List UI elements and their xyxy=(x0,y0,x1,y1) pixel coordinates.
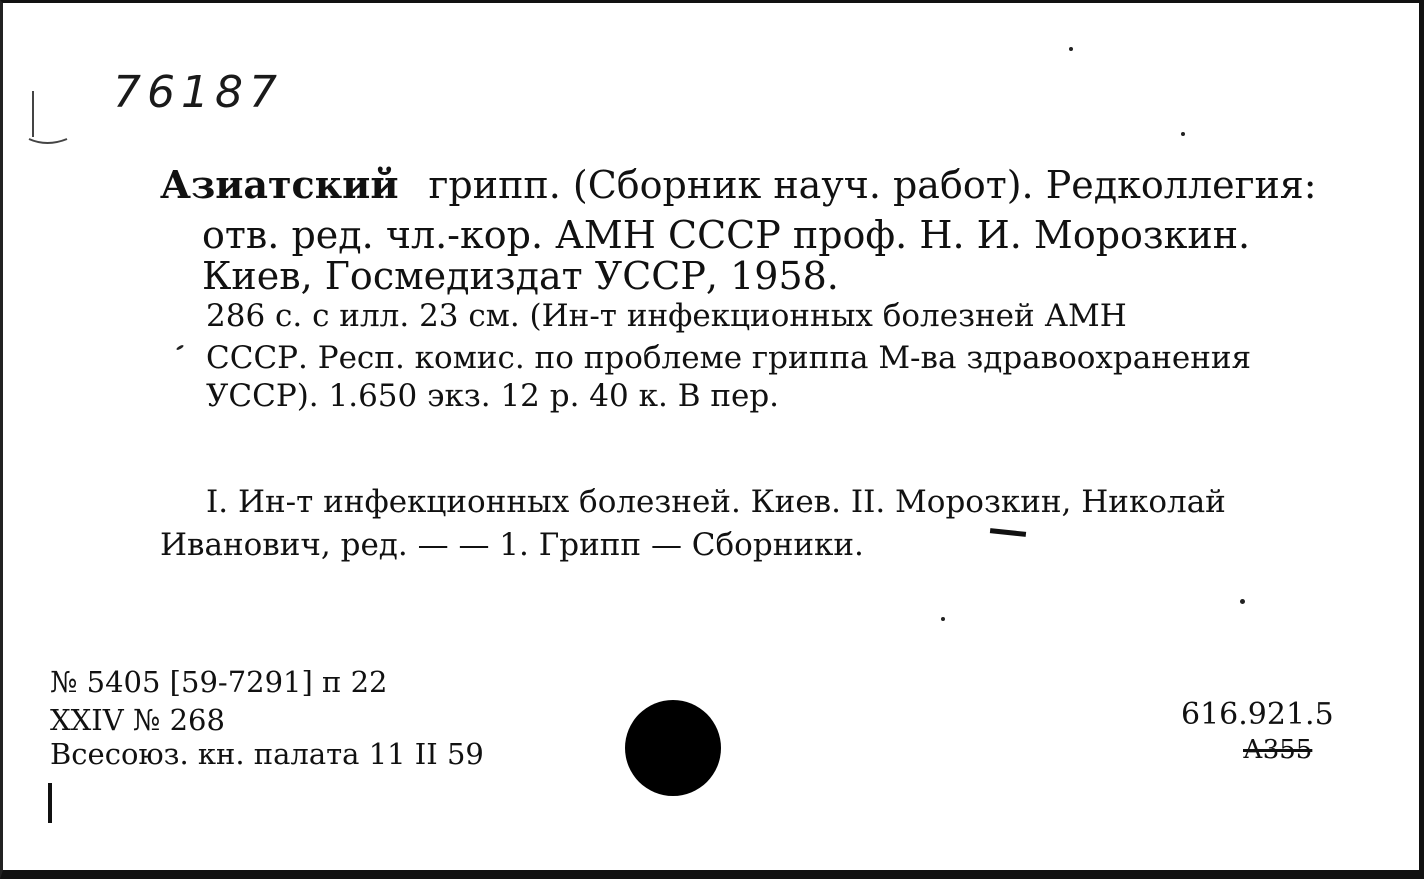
speck-mark xyxy=(176,344,184,351)
series-line: СССР. Респ. комис. по проблеме гриппа М-ва здравоохранения xyxy=(206,340,1252,376)
card-punch-hole xyxy=(625,700,721,796)
price-line: УССР). 1.650 экз. 12 р. 40 к. В пер. xyxy=(206,378,780,414)
handwritten-dash-mark xyxy=(990,528,1026,537)
issue-number-line: XXIV № 268 xyxy=(50,703,225,737)
corner-pencil-mark xyxy=(27,87,71,149)
speck-mark xyxy=(1069,47,1073,51)
collation-line: 286 с. с илл. 23 см. (Ин-т инфекционных болезней АМН xyxy=(206,298,1127,334)
card-number-line: № 5405 [59-7291] п 22 xyxy=(50,665,388,699)
udc-classification: 616.921.5 xyxy=(1181,697,1334,732)
margin-tick-mark xyxy=(48,783,52,823)
speck-mark xyxy=(1181,132,1185,136)
speck-mark xyxy=(941,617,945,621)
chamber-line: Всесоюз. кн. палата 11 II 59 xyxy=(50,737,484,771)
title-text: грипп. (Сборник науч. работ). Редколлегия: xyxy=(428,163,1317,207)
struck-author-mark: А355 xyxy=(1243,735,1313,765)
tracing-line-1: I. Ин-т инфекционных болезней. Киев. II. Морозкин, Николай xyxy=(206,484,1226,520)
title-heading-word: Азиатский xyxy=(160,162,399,207)
editor-line: отв. ред. чл.-кор. АМН СССР проф. Н. И. Морозкин. xyxy=(202,213,1251,257)
handwritten-accession-number: 76187 xyxy=(113,67,283,118)
title-line xyxy=(160,162,1317,207)
tracing-line-2: Иванович, ред. — — 1. Грипп — Сборники. xyxy=(160,527,864,563)
speck-mark xyxy=(1240,599,1245,604)
imprint-line: Киев, Госмедиздат УССР, 1958. xyxy=(202,254,839,298)
